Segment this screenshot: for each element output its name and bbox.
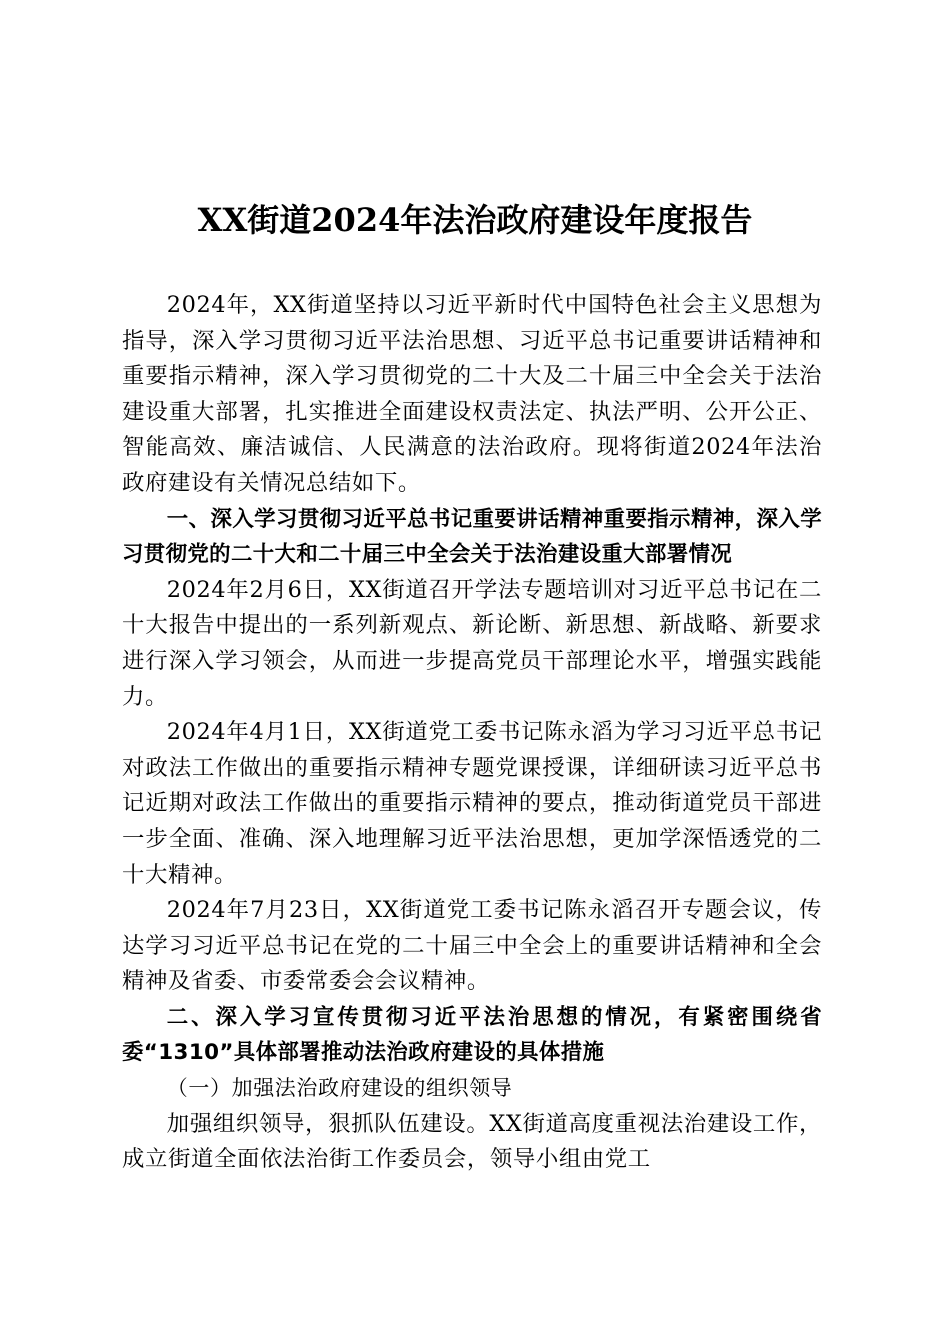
body-paragraph: 加强组织领导，狠抓队伍建设。XX街道高度重视法治建设工作，成立街道全面依法治街工作委员会，领导小组由党工 bbox=[122, 1110, 822, 1173]
document-body bbox=[122, 288, 822, 1178]
body-paragraph: 2024年4月1日，XX街道党工委书记陈永滔为学习习近平总书记对政法工作做出的重要指示精神专题党课授课，详细研读习近平总书记近期对政法工作做出的重要指示精神的要点，推动街道党员干部进一步全面、准确、深入地理解习近平法治思想，更加学深悟透党的二十大精神。 bbox=[122, 719, 822, 888]
body-paragraph: 2024年2月6日，XX街道召开学法专题培训对习近平总书记在二十大报告中提出的一系列新观点、新论断、新思想、新战略、新要求进行深入学习领会，从而进一步提高党员干部理论水平，增强实践能力。 bbox=[122, 576, 822, 710]
subsection-heading-1: （一）加强法治政府建设的组织领导 bbox=[166, 1076, 513, 1101]
section-heading-1: 一、深入学习贯彻习近平总书记重要讲话精神重要指示精神，深入学习贯彻党的二十大和二十届三中全会关于法治建设重大部署情况 bbox=[122, 506, 822, 568]
document-title: XX街道2024年法治政府建设年度报告 bbox=[197, 201, 753, 239]
section-heading-2: 二、深入学习宣传贯彻习近平法治思想的情况，有紧密围绕省委“1310”具体部署推动法治政府建设的具体措施 bbox=[122, 1004, 822, 1066]
body-paragraph: 2024年7月23日，XX街道党工委书记陈永滔召开专题会议，传达学习习近平总书记在党的二十届三中全会上的重要讲话精神和全会精神及省委、市委常委会会议精神。 bbox=[122, 897, 822, 995]
intro-paragraph: 2024年，XX街道坚持以习近平新时代中国特色社会主义思想为指导，深入学习贯彻习近平法治思想、习近平总书记重要讲话精神和重要指示精神，深入学习贯彻党的二十大及二十届三中全会关于法治建设重大部署，扎实推进全面建设权责法定、执法严明、公开公正、智能高效、廉洁诚信、人民满意的法治政府。现将街道2024年法治政府建设有关情况总结如下。 bbox=[122, 292, 822, 496]
